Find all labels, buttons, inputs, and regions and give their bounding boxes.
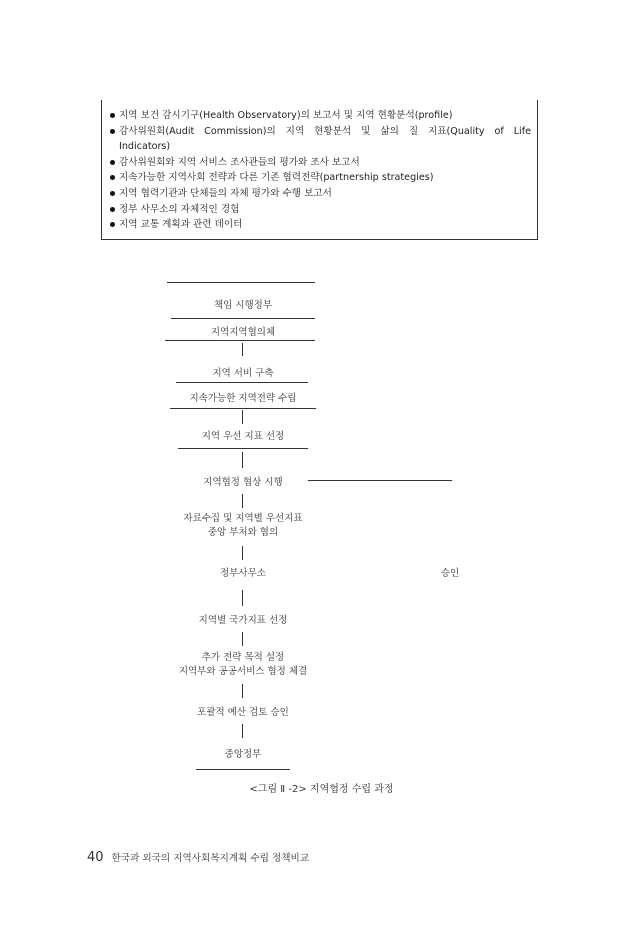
flow-step-3: 지역 서비 구축	[212, 368, 274, 379]
frame-line	[165, 340, 315, 341]
arrow-icon	[239, 452, 247, 468]
feedback-line	[308, 480, 452, 481]
page-footer	[87, 850, 309, 865]
arrow-icon	[239, 546, 247, 560]
frame-line	[170, 408, 316, 409]
flow-step-5: 지역 우선 지표 선정	[201, 431, 285, 442]
flow-step-11: 포괄적 예산 검토 승인	[197, 707, 289, 718]
list-item: 지역 협력기관과 단체들의 자체 평가와 수행 보고서	[110, 186, 531, 202]
frame-line	[176, 382, 308, 383]
arrow-icon	[239, 590, 247, 606]
list-item: 지역 교통 계획과 관련 데이터	[110, 217, 531, 233]
arrow-icon	[239, 684, 247, 698]
flow-step-10: 추가 전략 목적 설정 지역부와 공공서비스 협정 체결	[178, 652, 308, 677]
list-item: 지역 보건 감시기구(Health Observatory)의 보고서 및 지역 현황분석(profile)	[110, 108, 531, 124]
frame-line	[178, 448, 308, 449]
flow-step-1: 책임 시행정부	[213, 300, 273, 311]
approval-label: 승인	[440, 568, 460, 579]
flow-step-7: 자료수집 및 지역별 우선지표 중앙 부처와 협의	[183, 513, 303, 538]
frame-line	[196, 769, 290, 770]
flow-step-4: 지속가능한 지역전략 수립	[189, 393, 297, 404]
flow-step-6: 지역협정 협상 시행	[203, 477, 283, 488]
arrow-icon	[239, 632, 247, 646]
list-item-continuation: Indicators)	[119, 141, 171, 153]
arrow-icon	[239, 343, 247, 356]
list-item: 지속가능한 지역사회 전략과 다른 기존 협력전략(partnership strategies)	[110, 170, 531, 186]
arrow-icon	[239, 494, 247, 508]
flow-step-9: 지역별 국가지표 선정	[198, 615, 288, 626]
flow-step-2: 지역지역협의체	[210, 327, 276, 338]
frame-line	[167, 282, 315, 283]
running-title: 한국과 외국의 지역사회복지계획 수립 정책비교	[111, 853, 310, 864]
figure-caption: <그림 Ⅱ -2> 지역협정 수립 과정	[249, 784, 394, 795]
list-item: 감사위원회(Audit Commission)의 지역 현황분석 및 삶의 질 지표(Quality of Life Indicators)	[110, 124, 531, 155]
arrow-icon	[239, 724, 247, 738]
arrow-icon	[239, 410, 247, 424]
list-item: 정부 사무소의 자체적인 경험	[110, 202, 531, 218]
list-item: 감사위원회와 지역 서비스 조사관들의 평가와 조사 보고서	[110, 155, 531, 171]
flow-step-12: 중앙정부	[224, 749, 262, 760]
frame-line	[171, 318, 315, 319]
flow-step-8: 정부사무소	[220, 568, 266, 579]
page-number: 40	[87, 850, 104, 865]
